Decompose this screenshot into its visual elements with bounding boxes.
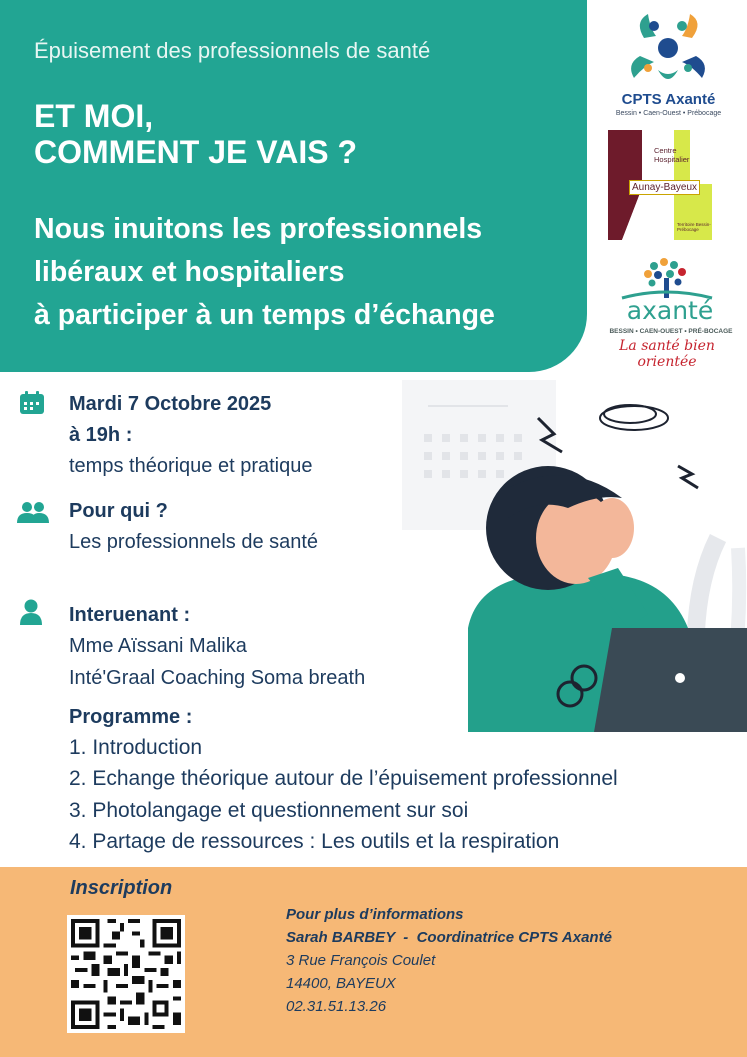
hospital-logo-line-1: Centre Hospitalier bbox=[654, 146, 690, 164]
invitation-line-2: libéraux et hospitaliers bbox=[34, 256, 345, 288]
cpts-logo-subtitle: Bessin • Caen-Ouest • Prébocage bbox=[615, 110, 722, 117]
contact-title: Pour plus d’informations bbox=[286, 906, 464, 923]
qr-code-icon[interactable] bbox=[67, 915, 185, 1033]
hero-banner bbox=[0, 0, 587, 372]
tree-icon bbox=[592, 256, 742, 300]
event-time: à 19h : bbox=[69, 424, 133, 446]
speaker-organization: Inté'Graal Coaching Soma breath bbox=[69, 667, 366, 689]
invitation-line-3: à participer à un temps d’échange bbox=[34, 299, 495, 331]
cpts-logo bbox=[596, 8, 741, 120]
hospital-logo-line-2: Aunay-Bayeux bbox=[629, 180, 700, 195]
event-description: temps théorique et pratique bbox=[69, 455, 313, 477]
person-icon bbox=[20, 599, 42, 625]
audience-title: Pour qui ? bbox=[69, 500, 168, 522]
headline-line-1: ET MOI, bbox=[34, 98, 154, 134]
programme-item: 2. Echange théorique autour de l’épuisement professionnel bbox=[69, 767, 618, 790]
cpts-emblem-icon bbox=[596, 8, 741, 90]
stressed-woman-icon bbox=[398, 378, 747, 732]
axante-logo-name: axanté bbox=[626, 296, 714, 325]
hospital-logo-line-3: Territoire Bessin-Prébocage bbox=[677, 222, 711, 232]
stressed-woman-illustration bbox=[398, 378, 747, 732]
audience-description: Les professionnels de santé bbox=[69, 531, 319, 553]
axante-logo-subtitle: BESSIN • CAEN-OUEST • PRÉ-BOCAGE bbox=[609, 328, 733, 335]
speaker-name: Mme Aïssani Malika bbox=[69, 635, 247, 657]
footer bbox=[0, 867, 747, 1057]
contact-name: Sarah BARBEY - Coordinatrice CPTS Axanté bbox=[286, 929, 612, 946]
inscription-title: Inscription bbox=[70, 877, 173, 899]
contact-address-line-1: 3 Rue François Coulet bbox=[286, 952, 436, 969]
invitation-line-1: Nous inuitons les professionnels bbox=[34, 213, 483, 245]
hospital-logo bbox=[608, 130, 714, 240]
cpts-logo-name: CPTS Axanté bbox=[621, 91, 716, 108]
headline-line-2: COMMENT JE VAIS ? bbox=[34, 134, 357, 170]
contact-phone[interactable]: 02.31.51.13.26 bbox=[286, 998, 387, 1015]
axante-logo-slogan: La santé bien orientée bbox=[619, 338, 715, 370]
programme-item: 3. Photolangage et questionnement sur soi bbox=[69, 799, 469, 822]
calendar-icon bbox=[19, 391, 45, 415]
contact-block bbox=[286, 903, 612, 1018]
axante-logo bbox=[592, 256, 742, 370]
programme-title: Programme : bbox=[69, 706, 193, 728]
programme-item: 4. Partage de ressources : Les outils et la respiration bbox=[69, 830, 560, 853]
event-date: Mardi 7 Octobre 2025 bbox=[69, 393, 272, 415]
speaker-title: Interuenant : bbox=[69, 604, 191, 626]
invitation-text bbox=[34, 208, 495, 337]
group-icon bbox=[17, 501, 49, 523]
headline bbox=[34, 98, 357, 170]
contact-address-line-2: 14400, BAYEUX bbox=[286, 975, 396, 992]
kicker-text: Épuisement des professionnels de santé bbox=[34, 38, 431, 63]
programme-item: 1. Introduction bbox=[69, 736, 203, 759]
